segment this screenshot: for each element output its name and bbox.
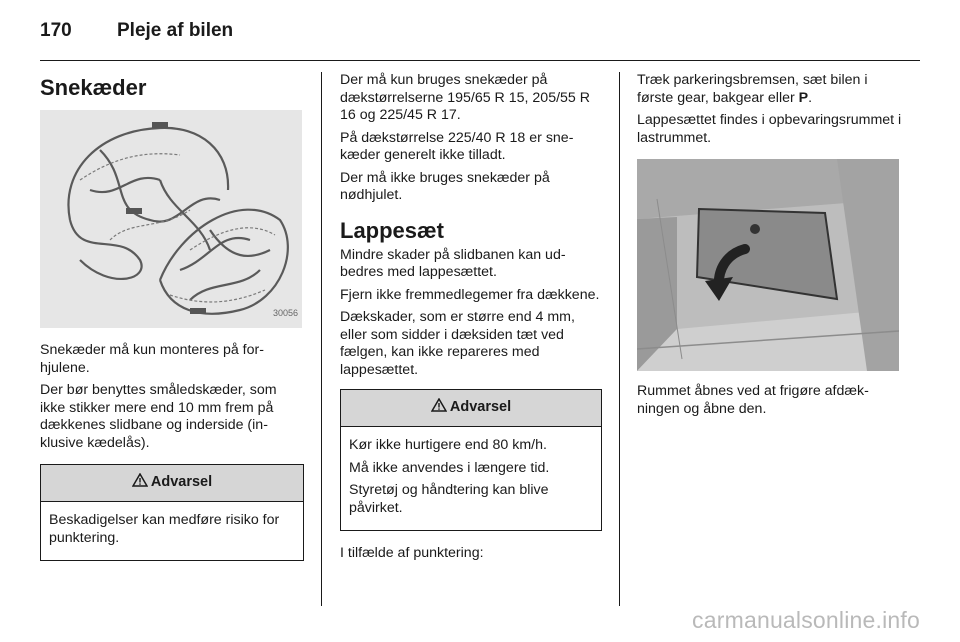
warning-item: Må ikke anvendes i længere tid. [349,459,550,476]
cargo-compartment-illustration [637,159,899,371]
paragraph: Rummet åbnes ved at frigøre afdækningen og åbne den. [637,383,869,417]
warning-box [40,464,304,561]
paragraph-text: . [808,89,813,106]
warning-item: Styretøj og håndtering kan blive påvirket. [349,482,549,516]
warning-box [340,389,602,531]
column-3 [637,72,903,423]
warning-header [341,390,601,427]
paragraph [637,72,903,107]
gear-position-label: P [798,89,809,106]
figure-number: 30056 [272,307,298,318]
warning-item: Kør ikke hurtigere end 80 km/h. [349,437,547,453]
warning-triangle-icon [132,473,148,493]
header-rule [40,60,920,61]
warning-triangle-icon [431,398,447,418]
paragraph: I tilfælde af punktering: [340,545,484,561]
column-2 [340,72,602,568]
paragraph: Der bør benyttes småledskæder, som ikke stikker mere end 10 mm frem på dækkenes slidbane og inderside (inklusive kædelås). [40,382,277,451]
paragraph: Der må kun bruges snekæder på dækstørrelserne 195/65 R 15, 205/55 R 16 og 225/45 R 17. [340,72,590,123]
paragraph: Mindre skader på slidbanen kan udbedres med lappesættet. [340,246,566,280]
paragraph-text: Træk parkeringsbremsen, sæt bilen i første gear, bakgear eller [637,72,868,106]
paragraph: Lappesættet findes i opbevaringsrummet i lastrummet. [637,112,902,146]
warning-body [341,427,601,530]
paragraph: Snekæder må kun monteres på forhjulene. [40,342,264,376]
column-1 [40,72,304,561]
snow-chains-illustration [40,110,302,328]
paragraph: Dækskader, som er større end 4 mm, eller som sidder i dæksiden tæt ved fælgen, kan ikke repareres med lappesættet. [340,309,575,378]
warning-title: Advarsel [150,474,213,491]
column-divider-2 [619,72,620,606]
page-title: Pleje af bilen [117,20,234,41]
section-heading-repair-kit: Lappesæt [340,217,444,243]
paragraph: Der må ikke bruges snekæder på nødhjulet. [340,169,550,203]
page-number: 170 [40,20,72,41]
section-heading-snow-chains: Snekæder [40,75,147,100]
warning-text: Beskadigelser kan medføre risiko for punktering. [49,512,280,546]
paragraph: Fjern ikke fremmedlegemer fra dækkene. [340,286,600,303]
column-divider-1 [321,72,322,606]
warning-header [41,465,303,502]
paragraph: På dækstørrelse 225/40 R 18 er snekæder generelt ikke tilladt. [340,129,574,163]
watermark: carmanualsonline.info [692,607,920,633]
warning-title: Advarsel [449,399,512,416]
warning-body [41,502,303,560]
